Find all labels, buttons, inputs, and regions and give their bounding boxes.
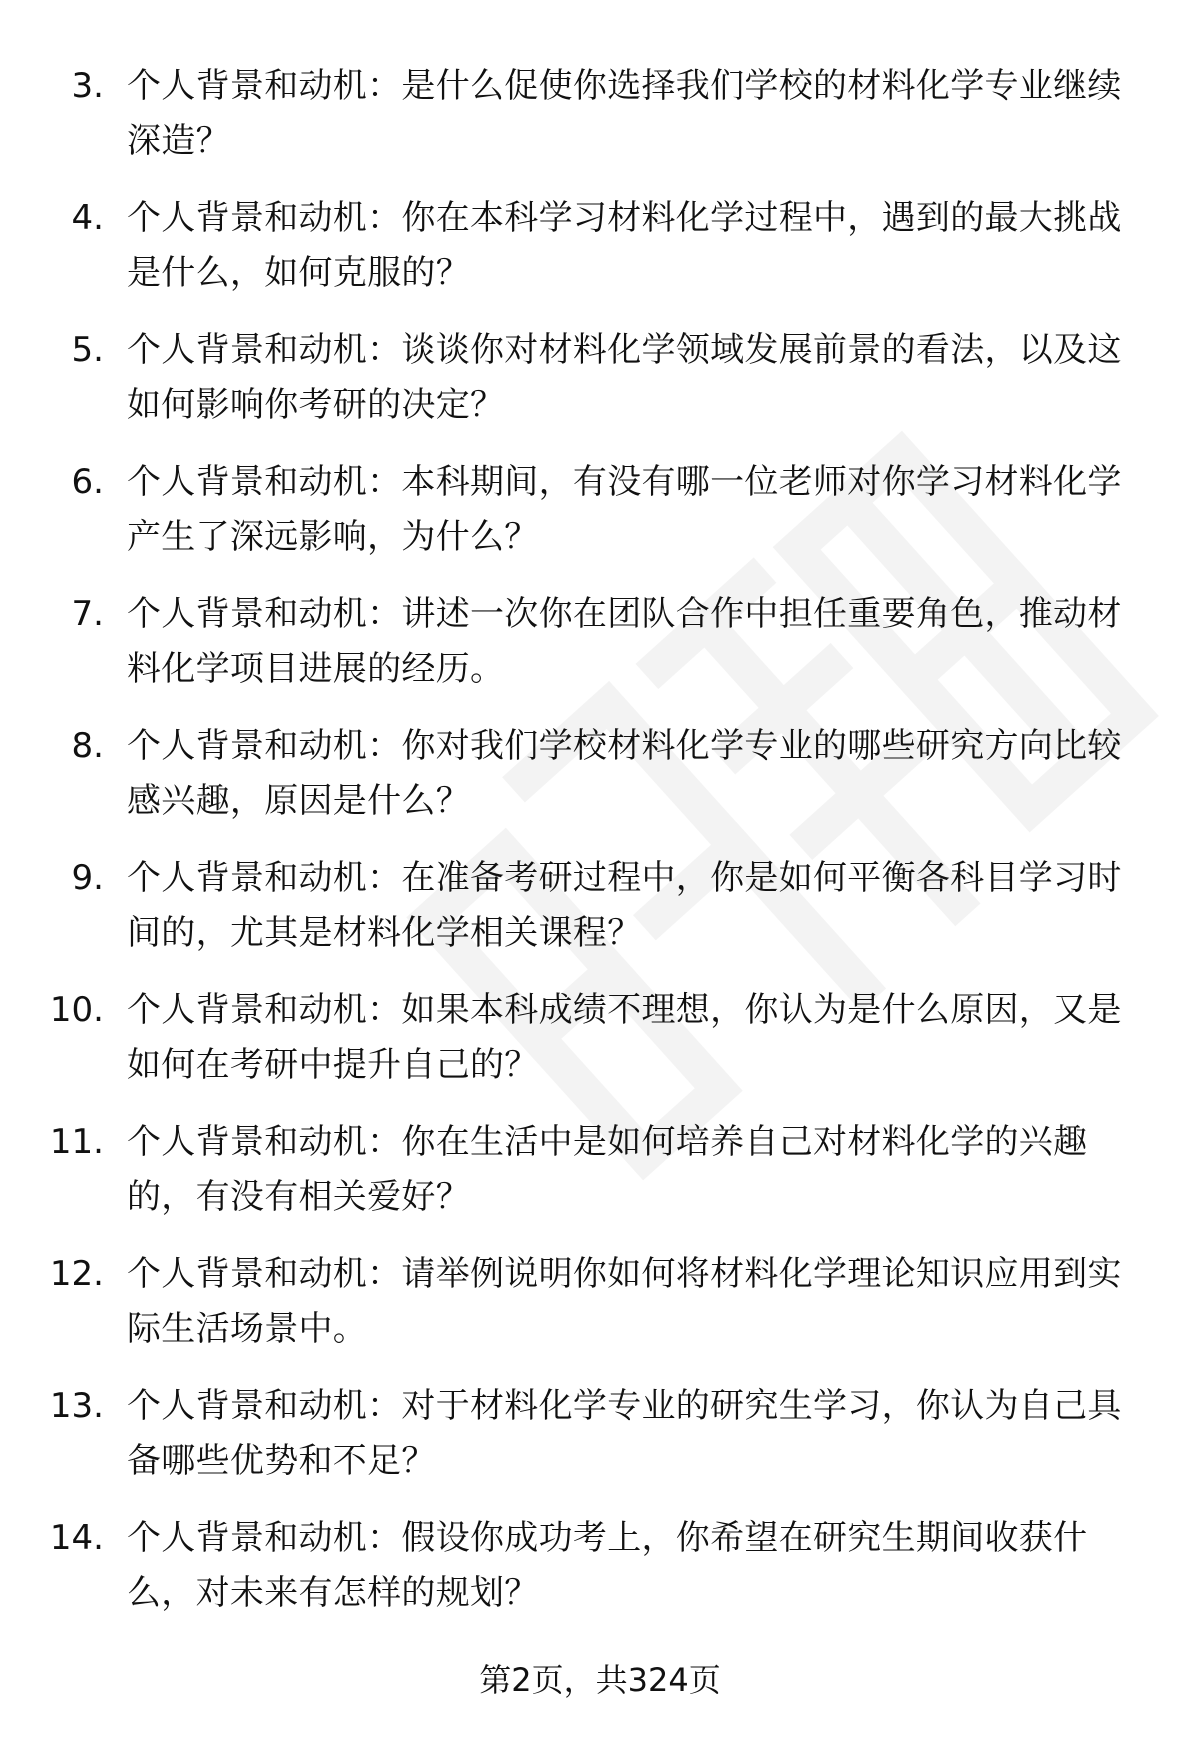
question-text: 个人背景和动机：请举例说明你如何将材料化学理论知识应用到实际生活场景中。 [127, 1254, 1122, 1349]
question-text: 个人背景和动机：是什么促使你选择我们学校的材料化学专业继续深造？ [127, 66, 1122, 161]
list-item [0, 719, 1200, 851]
list-item [0, 59, 1200, 191]
list-item [0, 983, 1200, 1115]
list-item [0, 1115, 1200, 1247]
list-item [0, 851, 1200, 983]
question-text: 个人背景和动机：你在本科学习材料化学过程中，遇到的最大挑战是什么，如何克服的？ [127, 198, 1122, 293]
list-item [0, 191, 1200, 323]
question-text: 个人背景和动机：假设你成功考上，你希望在研究生期间收获什么，对未来有怎样的规划？ [127, 1518, 1088, 1613]
question-text: 个人背景和动机：对于材料化学专业的研究生学习，你认为自己具备哪些优势和不足？ [127, 1386, 1122, 1481]
list-item [0, 455, 1200, 587]
list-item [0, 323, 1200, 455]
question-text: 个人背景和动机：你在生活中是如何培养自己对材料化学的兴趣的，有没有相关爱好？ [127, 1122, 1088, 1217]
question-list [0, 59, 1200, 1643]
question-number: 13. [49, 1386, 104, 1426]
question-text: 个人背景和动机：谈谈你对材料化学领域发展前景的看法，以及这如何影响你考研的决定？ [127, 330, 1122, 425]
list-item [0, 1247, 1200, 1379]
question-text: 个人背景和动机：在准备考研过程中，你是如何平衡各科目学习时间的，尤其是材料化学相关课程？ [127, 858, 1122, 953]
question-number: 11. [49, 1122, 104, 1162]
question-text: 个人背景和动机：你对我们学校材料化学专业的哪些研究方向比较感兴趣，原因是什么？ [127, 726, 1122, 821]
question-number: 4. [71, 198, 104, 238]
question-number: 9. [71, 858, 104, 898]
question-number: 6. [71, 462, 104, 502]
question-number: 8. [71, 726, 104, 766]
question-number: 5. [71, 330, 104, 370]
question-number: 3. [71, 66, 104, 106]
question-number: 10. [49, 990, 104, 1030]
list-item [0, 1511, 1200, 1643]
question-number: 14. [49, 1518, 104, 1558]
question-text: 个人背景和动机：如果本科成绩不理想，你认为是什么原因，又是如何在考研中提升自己的？ [127, 990, 1122, 1085]
question-number: 7. [71, 594, 104, 634]
question-text: 个人背景和动机：讲述一次你在团队合作中担任重要角色，推动材料化学项目进展的经历。 [127, 594, 1122, 689]
list-item [0, 1379, 1200, 1511]
page-footer: 第2页，共324页 [479, 1661, 721, 1699]
question-text: 个人背景和动机：本科期间，有没有哪一位老师对你学习材料化学产生了深远影响，为什么？ [127, 462, 1122, 557]
question-number: 12. [49, 1254, 104, 1294]
list-item [0, 587, 1200, 719]
